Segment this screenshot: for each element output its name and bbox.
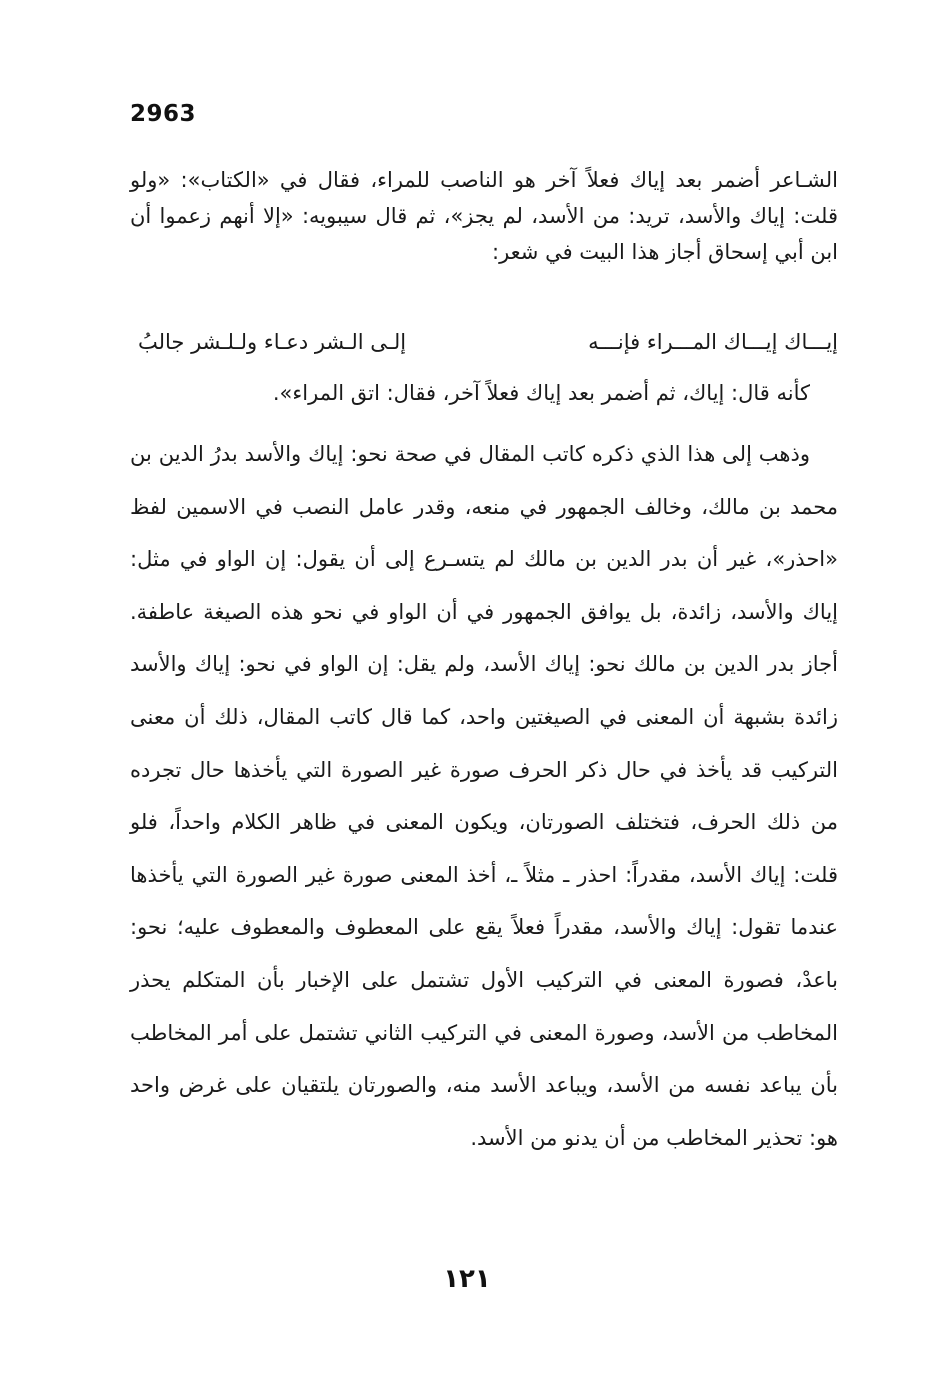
- verse-first-hemistich: إيـــاك إيـــاك المـــراء فإنـــه: [588, 330, 838, 354]
- poetry-verse: [130, 322, 838, 362]
- after-verse-paragraph: [130, 375, 838, 411]
- page-number: ١٢١: [443, 1264, 491, 1294]
- scan-page-id: 2963: [130, 101, 197, 127]
- after-verse-text: كأنه قال: إياك، ثم أضمر بعد إياك فعلاً آخر، فقال: اتق المراء».: [272, 381, 810, 405]
- intro-paragraph: [130, 162, 838, 270]
- intro-text: الشـاعر أضمر بعد إياك فعلاً آخر هو الناصب للمراء، فقال في «الكتاب»: «ولو قلت: إياك والأسد، تريد: من الأسد، لم يجز»، ثم قال سيبويه: «إلا أنهم زعموا أن ابن أبي إسحاق أجاز هذا البيت في شعر:: [130, 168, 838, 264]
- body-text: وذهب إلى هذا الذي ذكره كاتب المقال في صحة نحو: إياك والأسد بدرُ الدين بن محمد بن مالك، وخالف الجمهور في منعه، وقدر عامل النصب في الاسمين لفظ «احذر»، غير أن بدر الدين بن مالك لم يتسـرع إلى أن يقول: إن الواو في مثل: إياك والأسد، زائدة، بل يوافق الجمهور في أن الواو في نحو هذه الصيغة عاطفة. أجاز بدر الدين بن مالك نحو: إياك الأسد، ولم يقل: إن الواو في نحو: إياك والأسد زائدة بشبهة أن المعنى في الصيغتين واحد، كما قال كاتب المقال، ذلك أن معنى التركيب قد يأخذ في حال ذكر الحرف صورة غير الصورة التي يأخذها حال تجرده من ذلك الحرف، فتختلف الصورتان، ويكون المعنى في ظاهر الكلام واحداً، فلو قلت: إياك الأسد، مقدراً: احذر ـ مثلاً ـ، أخذ المعنى صورة غير الصورة التي يأخذها عندما تقول: إياك والأسد، مقدراً فعلاً يقع على المعطوف والمعطوف عليه؛ نحو: باعدْ، فصورة المعنى في التركيب الأول تشتمل على الإخبار بأن المتكلم يحذر المخاطب من الأسد، وصورة المعنى في التركيب الثاني تشتمل على أمر المخاطب بأن يباعد نفسه من الأسد، ويباعد الأسد منه، والصورتان يلتقيان على غرض واحد هو: تحذير المخاطب من أن يدنو من الأسد.: [130, 442, 838, 1150]
- verse-second-hemistich: إلـى الـشر دعـاء ولـلـشر جالبُ: [138, 330, 407, 354]
- main-body-paragraph: [130, 428, 838, 1164]
